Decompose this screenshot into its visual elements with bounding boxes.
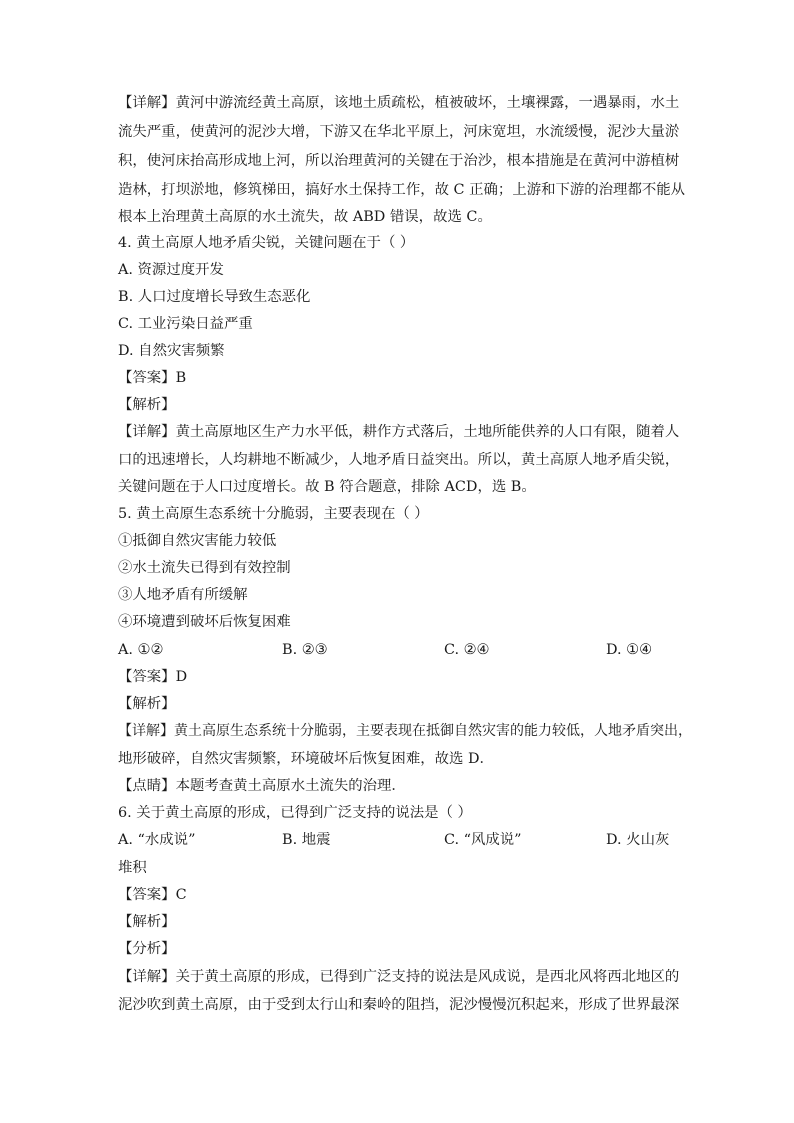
tip-line: 【点睛】本题考查黄土高原水土流失的治理． — [118, 778, 406, 794]
answer-label: 【答案】B — [118, 370, 187, 386]
explanation-line: 积，使河床抬高形成地上河，所以治理黄河的关键在于治沙，根本措施是在黄河中游植树 — [118, 153, 680, 169]
answer-label: 【答案】C — [118, 887, 187, 903]
statement-2: ②水土流失已得到有效控制 — [118, 560, 291, 576]
explanation-line: 根本上治理黄土高原的水土流失，故 ABD 错误，故选 C。 — [118, 209, 492, 225]
option-b: B. ②③ — [282, 642, 328, 658]
option-c: C. “风成说” — [444, 832, 522, 848]
statement-3: ③人地矛盾有所缓解 — [118, 587, 248, 603]
analysis-label: 【解析】 — [118, 696, 176, 712]
question-6: 6. 关于黄土高原的形成，已得到广泛支持的说法是（ ） — [118, 805, 472, 821]
explanation-line: 造林，打坝淤地，修筑梯田，搞好水土保持工作，故 C 正确；上游和下游的治理都不能从 — [118, 182, 686, 198]
analysis-label: 【解析】 — [118, 914, 176, 930]
explanation-line: 关键问题在于人口过度增长。故 B 符合题意，排除 ACD，选 B。 — [118, 479, 536, 495]
option-b: B. 地震 — [282, 832, 331, 848]
explanation-line: 泥沙吹到黄土高原，由于受到太行山和秦岭的阻挡，泥沙慢慢沉积起来，形成了世界最深 — [118, 997, 680, 1013]
explanation-line: 【详解】黄河中游流经黄土高原，该地土质疏松，植被破坏，土壤裸露，一遇暴雨，水土 — [118, 95, 680, 111]
statement-4: ④环境遭到破坏后恢复困难 — [118, 614, 291, 630]
explanation-line: 【详解】关于黄土高原的形成，已得到广泛支持的说法是风成说，是西北风将西北地区的 — [118, 969, 680, 985]
option-d: D. 自然灾害频繁 — [118, 343, 225, 359]
answer-label: 【答案】D — [118, 669, 188, 685]
option-a: A. 资源过度开发 — [118, 262, 224, 278]
question-5: 5. 黄土高原生态系统十分脆弱，主要表现在（ ） — [118, 506, 429, 522]
option-d-continuation: 堆积 — [118, 860, 147, 876]
option-d: D. 火山灰 — [606, 832, 670, 848]
option-c: C. 工业污染日益严重 — [118, 316, 253, 332]
analysis-label: 【解析】 — [118, 397, 176, 413]
option-a: A. ①② — [118, 642, 164, 658]
explanation-line: 流失严重，使黄河的泥沙大增，下游又在华北平原上，河床宽坦，水流缓慢，泥沙大量淤 — [118, 124, 680, 140]
explanation-line: 口的迅速增长，人均耕地不断减少，人地矛盾日益突出。所以，黄土高原人地矛盾尖锐， — [118, 452, 680, 468]
option-a: A. “水成说” — [118, 832, 196, 848]
explanation-line: 【详解】黄土高原地区生产力水平低，耕作方式落后，土地所能供养的人口有限，随着人 — [118, 424, 680, 440]
question-4: 4. 黄土高原人地矛盾尖锐，关键问题在于（ ） — [118, 235, 415, 251]
statement-1: ①抵御自然灾害能力较低 — [118, 533, 277, 549]
explanation-line: 地形破碎，自然灾害频繁，环境破坏后恢复困难，故选 D． — [118, 751, 494, 767]
option-d: D. ①④ — [606, 642, 652, 658]
explanation-line: 【详解】黄土高原生态系统十分脆弱，主要表现在抵御自然灾害的能力较低，人地矛盾突出， — [118, 723, 692, 739]
option-c: C. ②④ — [444, 642, 490, 658]
analysis-subhead: 【分析】 — [118, 941, 176, 957]
option-b: B. 人口过度增长导致生态恶化 — [118, 289, 311, 305]
